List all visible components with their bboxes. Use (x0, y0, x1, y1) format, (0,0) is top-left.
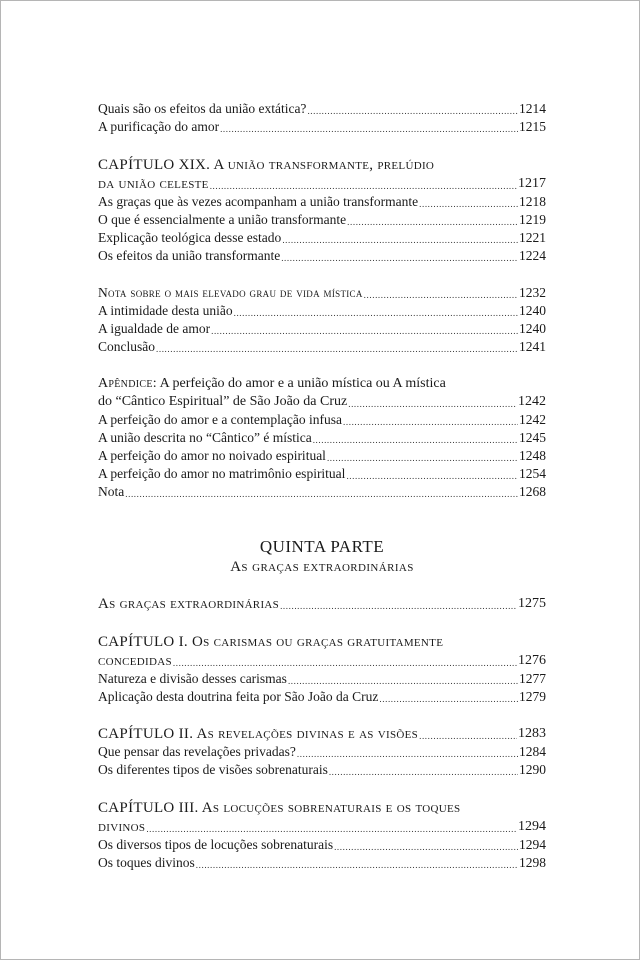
dot-leader (346, 469, 518, 483)
toc-entry-title: CAPÍTULO II. As revelações divinas e as visões (98, 726, 419, 742)
toc-entry-page: 1242 (518, 394, 546, 409)
dot-leader (307, 104, 518, 118)
toc-entry-page: 1294 (518, 819, 546, 834)
toc-entry (98, 411, 546, 429)
toc-entry-title: Que pensar das revelações privadas? (98, 744, 296, 759)
toc-entry-page: 1217 (518, 176, 546, 191)
dot-leader (125, 487, 518, 501)
toc-entry-page: 1268 (519, 484, 546, 499)
apendice-heading (98, 375, 546, 393)
toc-entry-chapter (98, 818, 546, 836)
toc-entry-title: As graças que às vezes acompanham a união transformante (98, 194, 419, 209)
part-subtitle: As graças extraordinárias (230, 559, 414, 575)
toc-entry-page: 1294 (519, 837, 546, 852)
part-title: QUINTA PARTE (259, 537, 385, 556)
toc-entry-title: Aplicação desta doutrina feita por São João da Cruz (98, 689, 379, 704)
toc-entry-page: 1240 (519, 321, 546, 336)
toc-entry-title: A perfeição do amor no noivado espiritual (98, 448, 326, 463)
toc-entry (98, 429, 546, 447)
dot-leader (313, 433, 518, 447)
dot-leader (364, 288, 518, 302)
toc-entry (98, 100, 546, 118)
apendice-label: Apêndice: (98, 376, 157, 391)
toc-entry-title: A igualdade de amor (98, 321, 211, 336)
toc-entry-title: Natureza e divisão desses carismas (98, 671, 287, 686)
dot-leader (220, 122, 518, 136)
toc-entry (98, 193, 546, 211)
dot-leader (156, 342, 518, 356)
dot-leader (297, 747, 518, 761)
toc-entry-page: 1219 (519, 212, 546, 227)
toc-entry-title: Quais são os efeitos da união extática? (98, 101, 307, 116)
toc-entry (98, 118, 546, 136)
toc-entry (98, 393, 546, 411)
toc-entry-page: 1277 (519, 671, 546, 686)
dot-leader (348, 397, 517, 411)
toc-entry-title: Os diversos tipos de locuções sobrenaturais (98, 837, 334, 852)
chapter-iii-heading: CAPÍTULO III. As locuções sobrenaturais e os toques (98, 800, 461, 816)
dot-leader (379, 692, 518, 706)
toc-entry (98, 247, 546, 265)
toc-entry (98, 854, 546, 872)
toc-entry-title: do “Cântico Espiritual” de São João da Cruz (98, 394, 348, 409)
toc-entry (98, 483, 546, 501)
toc-entry-title: O que é essencialmente a união transformante (98, 212, 347, 227)
toc-entry-title: A perfeição do amor no matrimônio espiritual (98, 466, 346, 481)
dot-leader (288, 674, 518, 688)
toc-entry-page: 1279 (519, 689, 546, 704)
toc-entry-page: 1240 (519, 303, 546, 318)
table-of-contents (98, 100, 546, 872)
toc-entry-title: concedidas (98, 653, 172, 669)
toc-entry (98, 743, 546, 761)
toc-entry (98, 229, 546, 247)
toc-entry-page: 1284 (519, 744, 546, 759)
toc-entry (98, 836, 546, 854)
dot-leader (173, 656, 517, 670)
toc-entry-chapter (98, 652, 546, 670)
toc-entry (98, 670, 546, 688)
toc-entry-title: A intimidade desta união (98, 303, 233, 318)
dot-leader (196, 858, 518, 872)
part-heading (98, 537, 546, 577)
toc-entry-title: Os efeitos da união transformante (98, 248, 281, 263)
dot-leader (347, 215, 518, 229)
toc-entry-page: 1245 (519, 430, 546, 445)
toc-entry-page: 1224 (519, 248, 546, 263)
toc-entry (98, 338, 546, 356)
toc-entry (98, 302, 546, 320)
toc-entry (98, 465, 546, 483)
dot-leader (327, 451, 518, 465)
toc-entry-page: 1276 (518, 653, 546, 668)
toc-entry-title: A união descrita no “Cântico” é mística (98, 430, 312, 445)
chapter-i-heading: CAPÍTULO I. Os carismas ou graças gratuitamente (98, 634, 444, 650)
dot-leader (282, 233, 518, 247)
chapter-xix-heading: CAPÍTULO XIX. A união transformante, prelúdio (98, 157, 435, 173)
toc-entry-page: 1232 (519, 285, 546, 300)
toc-entry-page: 1298 (519, 855, 546, 870)
toc-entry-page: 1254 (519, 466, 546, 481)
toc-entry-page: 1241 (519, 339, 546, 354)
toc-entry-title: Conclusão (98, 339, 155, 354)
toc-entry-page: 1221 (519, 230, 546, 245)
toc-entry-title: As graças extraordinárias (98, 596, 280, 612)
toc-entry-section (98, 284, 546, 302)
toc-entry-title: Nota (98, 484, 125, 499)
toc-entry-chapter (98, 175, 546, 193)
toc-entry-page: 1242 (519, 412, 546, 427)
toc-entry (98, 761, 546, 779)
dot-leader (146, 822, 517, 836)
toc-entry-page: 1214 (519, 101, 546, 116)
toc-entry-title: A perfeição do amor e a contemplação infusa (98, 412, 343, 427)
dot-leader (234, 306, 518, 320)
dot-leader (334, 840, 518, 854)
toc-entry-page: 1215 (519, 119, 546, 134)
toc-entry-part-intro (98, 595, 546, 613)
toc-entry-page: 1283 (518, 726, 546, 741)
dot-leader (210, 179, 517, 193)
toc-entry-title: divinos (98, 819, 146, 835)
toc-entry-title: Os toques divinos (98, 855, 195, 870)
dot-leader (329, 765, 518, 779)
toc-entry (98, 211, 546, 229)
toc-entry-page: 1218 (519, 194, 546, 209)
toc-entry (98, 447, 546, 465)
dot-leader (419, 729, 517, 743)
toc-entry-title: A purificação do amor (98, 119, 220, 134)
toc-entry-title: da união celeste (98, 176, 209, 192)
dot-leader (419, 197, 518, 211)
toc-entry-page: 1290 (519, 762, 546, 777)
toc-entry-page: 1248 (519, 448, 546, 463)
toc-entry-title: Os diferentes tipos de visões sobrenaturais (98, 762, 328, 777)
toc-entry-page: 1275 (518, 596, 546, 611)
toc-entry-title: Explicação teológica desse estado (98, 230, 282, 245)
dot-leader (281, 251, 518, 265)
dot-leader (280, 599, 517, 613)
toc-entry-title: Nota sobre o mais elevado grau de vida mística (98, 285, 363, 300)
dot-leader (211, 324, 518, 338)
apendice-title: A perfeição do amor e a união mística ou A mística (156, 376, 446, 391)
toc-entry (98, 320, 546, 338)
toc-entry (98, 688, 546, 706)
toc-entry-chapter (98, 725, 546, 743)
dot-leader (343, 415, 518, 429)
